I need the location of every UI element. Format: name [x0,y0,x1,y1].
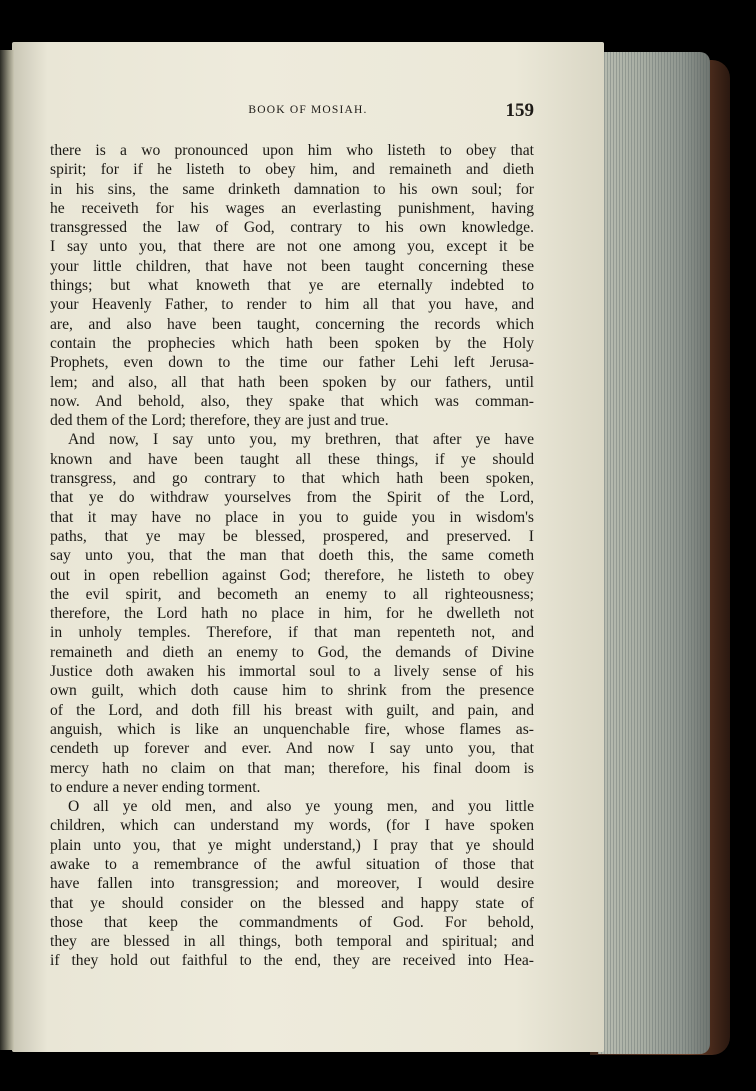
text-line: paths, that ye may be blessed, prospered, and preserved. I [50,527,534,545]
text-line: And now, I say unto you, my brethren, that after ye have [68,431,534,449]
running-title: BOOK OF MOSIAH. [248,104,368,116]
page-number: 159 [505,100,534,121]
page-block-fore-edge [598,52,710,1054]
text-line: anguish, which is like an unquenchable fire, whose flames as- [50,720,534,738]
text-line: those that keep the commandments of God. For behold, [50,913,534,931]
left-page-edge [0,50,14,1050]
text-line: therefore, the Lord hath no place in him, for he dwelleth not [50,605,534,623]
text-line: children, which can understand my words, (for I have spoken [50,817,534,835]
text-line: they are blessed in all things, both temporal and spiritual; and [50,933,534,951]
text-line: known and have been taught all these things, if ye should [50,450,534,468]
right-page [12,42,604,1052]
text-line: I say unto you, that there are not one among you, except it be [50,238,534,256]
text-line: ded them of the Lord; therefore, they are just and true. [50,412,389,430]
text-line: out in open rebellion against God; therefore, he listeth to obey [50,566,534,584]
text-line: cendeth up forever and ever. And now I say unto you, that [50,740,534,758]
text-line: to endure a never ending torment. [50,778,261,796]
text-line: contain the prophecies which hath been spoken by the Holy [50,334,534,352]
text-line: that ye should consider on the blessed and happy state of [50,894,534,912]
text-line: in his sins, the same drinketh damnation to his own soul; for [50,180,534,198]
text-line: the evil spirit, and becometh an enemy to all righteousness; [50,585,534,603]
text-line: spirit; for if he listeth to obey him, and remaineth and dieth [50,161,534,179]
text-line: own guilt, which doth cause him to shrink from the presence [50,682,534,700]
text-line: now. And behold, also, they spake that which was comman- [50,392,534,410]
body-text [50,141,534,971]
text-line: in unholy temples. Therefore, if that man repenteth not, and [50,624,534,642]
text-line: your little children, that have not been taught concerning these [50,257,534,275]
text-line: have fallen into transgression; and moreover, I would desire [50,875,534,893]
text-line: plain unto you, that ye might understand,) I pray that ye should [50,836,534,854]
text-line: remaineth and dieth an enemy to God, the demands of Divine [50,643,534,661]
text-line: there is a wo pronounced upon him who listeth to obey that [50,142,534,159]
text-line: if they hold out faithful to the end, they are received into Hea- [50,952,534,970]
text-line: O all ye old men, and also ye young men, and you little [68,798,534,816]
text-line: that ye do withdraw yourselves from the Spirit of the Lord, [50,489,534,507]
text-line: say unto you, that the man that doeth this, the same cometh [50,547,534,565]
text-line: transgressed the law of God, contrary to his own knowledge. [50,219,534,237]
text-line: lem; and also, all that hath been spoken by our fathers, until [50,373,534,391]
text-line: of the Lord, and doth fill his breast with guilt, and pain, and [50,701,534,719]
text-line: Prophets, even down to the time our father Lehi left Jerusa- [50,354,534,372]
page-header [52,100,534,128]
text-line: that it may have no place in you to guide you in wisdom's [50,508,534,526]
text-line: your Heavenly Father, to render to him all that you have, and [50,296,534,314]
text-line: awake to a remembrance of the awful situation of those that [50,855,534,873]
text-line: he receiveth for his wages an everlasting punishment, having [50,199,534,217]
text-line: things; but what knoweth that ye are eternally indebted to [50,277,534,295]
text-line: transgress, and go contrary to that which hath been spoken, [50,470,534,488]
text-line: Justice doth awaken his immortal soul to a lively sense of his [50,663,534,681]
book [0,42,730,1052]
text-line: mercy hath no claim on that man; therefore, his final doom is [50,759,534,777]
text-line: are, and also have been taught, concerning the records which [50,315,534,333]
